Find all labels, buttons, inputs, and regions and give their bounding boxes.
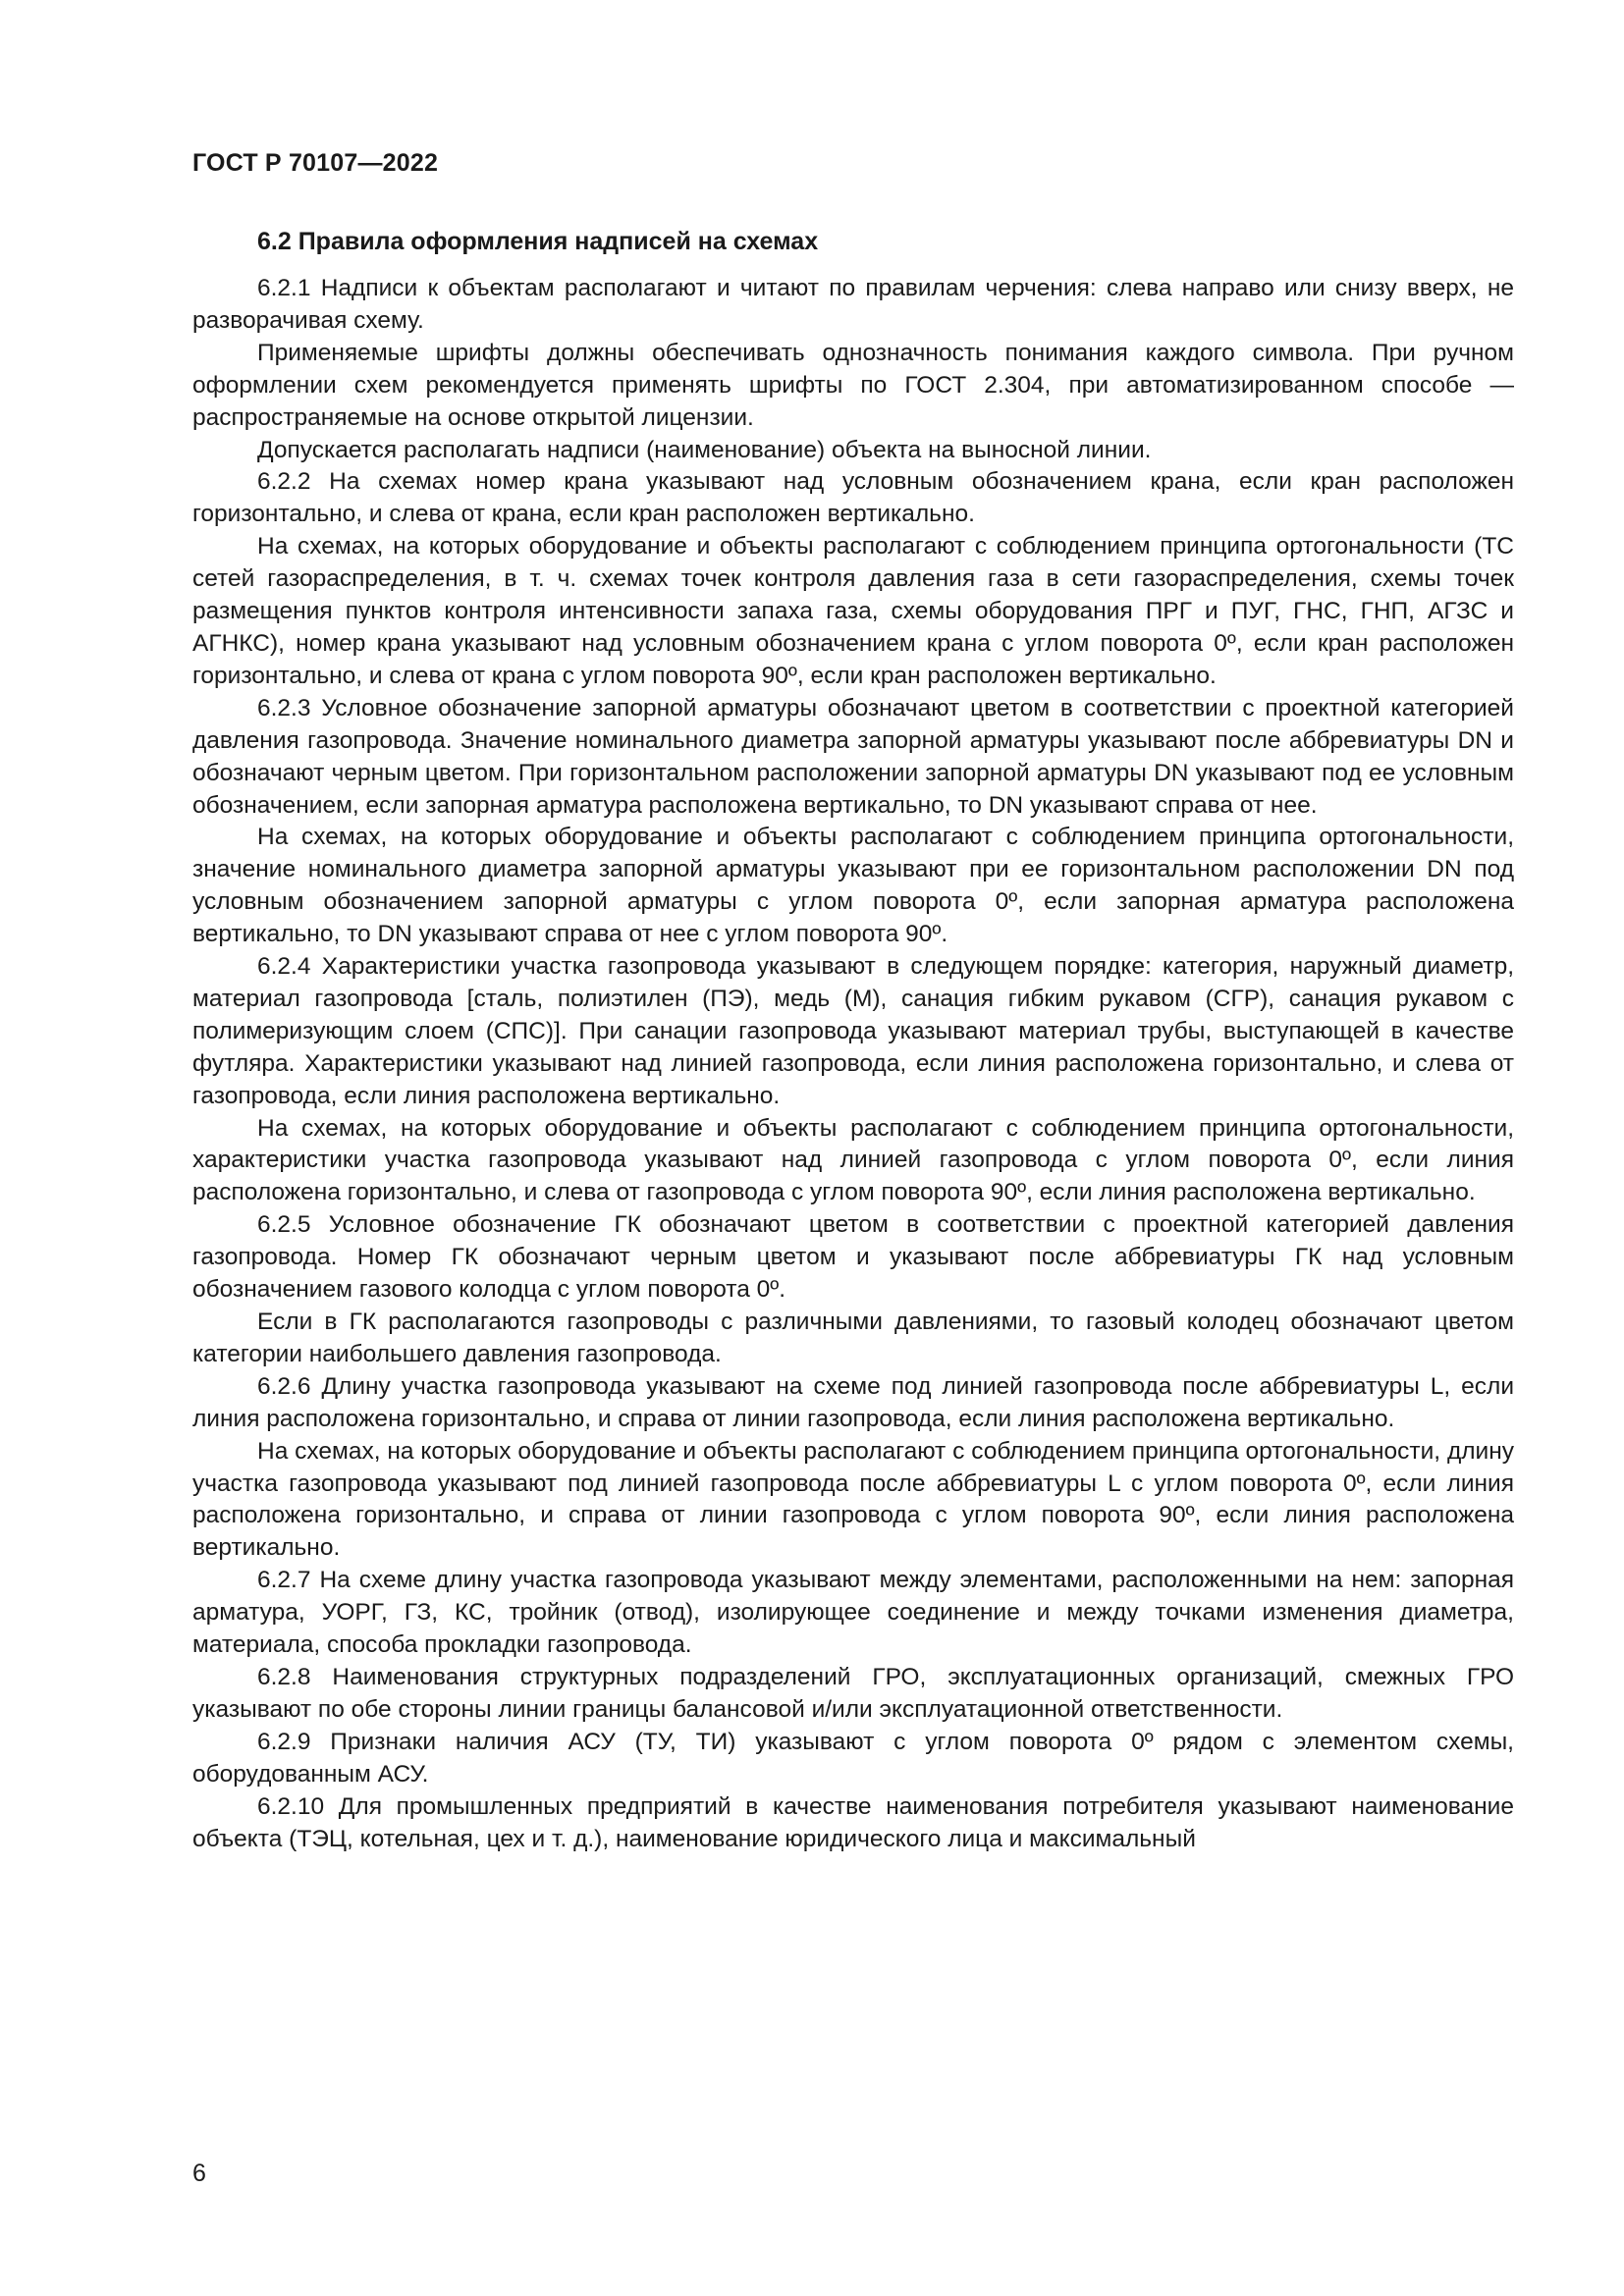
paragraph: 6.2.10 Для промышленных предприятий в качестве наименования потребителя указывают наименование объекта (ТЭЦ, котельная, цех и т. д.), наименование юридического лица и максимальный <box>192 1792 1514 1852</box>
paragraph: 6.2.4 Характеристики участка газопровода указывают в следующем порядке: категория, наружный диаметр, материал газопровода [сталь, полиэтилен (ПЭ), медь (М), санация гибким рукавом (СГР), санация рукавом с полимеризующим слоем (СПС)]. При санации газопровода указывают материал трубы, выступающей в качестве футляра. Характеристики указывают над линией газопровода, если линия расположена горизонтально, и слева от газопровода, если линия расположена вертикально. <box>192 953 1514 1109</box>
paragraph: Допускается располагать надписи (наименование) объекта на выносной линии. <box>257 436 1152 463</box>
body-text <box>192 273 1514 1855</box>
section-title: 6.2 Правила оформления надписей на схемах <box>257 228 819 255</box>
paragraph: На схемах, на которых оборудование и объекты располагают с соблюдением принципа ортогональности, длину участка газопровода указывают под линией газопровода после аббревиатуры L с углом поворота 0º, если линия расположена горизонтально, и справа от линии газопровода с углом поворота 90º, если линия расположена вертикально. <box>192 1437 1514 1562</box>
paragraph: 6.2.6 Длину участка газопровода указывают на схеме под линией газопровода после аббревиатуры L, если линия расположена горизонтально, и справа от линии газопровода, если линия расположена вертикально. <box>192 1372 1514 1432</box>
paragraph: 6.2.9 Признаки наличия АСУ (ТУ, ТИ) указывают с углом поворота 0º рядом с элементом схемы, оборудованным АСУ. <box>192 1728 1514 1788</box>
paragraph: На схемах, на которых оборудование и объекты располагают с соблюдением принципа ортогональности, значение номинального диаметра запорной арматуры указывают при ее горизонтальном расположении DN под условным обозначением запорной арматуры с углом поворота 0º, если запорная арматура расположена вертикально, то DN указывают справа от нее с углом поворота 90º. <box>192 824 1514 948</box>
paragraph: Применяемые шрифты должны обеспечивать однозначность понимания каждого символа. При ручном оформлении схем рекомендуется применять шрифты по ГОСТ 2.304, при автоматизированном способе — распространяемые на основе открытой лицензии. <box>192 339 1514 431</box>
document-header: ГОСТ Р 70107—2022 <box>192 149 439 177</box>
paragraph: На схемах, на которых оборудование и объекты располагают с соблюдением принципа ортогональности, характеристики участка газопровода указывают над линией газопровода с углом поворота 0º, если линия расположена горизонтально, и слева от газопровода с углом поворота 90º, если линия расположена вертикально. <box>192 1114 1514 1206</box>
paragraph: Если в ГК располагаются газопроводы с различными давлениями, то газовый колодец обозначают цветом категории наибольшего давления газопровода. <box>192 1308 1514 1367</box>
paragraph: 6.2.3 Условное обозначение запорной арматуры обозначают цветом в соответствии с проектной категорией давления газопровода. Значение номинального диаметра запорной арматуры указывают после аббревиатуры DN и обозначают черным цветом. При горизонтальном расположении запорной арматуры DN указывают под ее условным обозначением, если запорная арматура расположена вертикально, то DN указывают справа от нее. <box>192 694 1514 819</box>
paragraph: 6.2.2 На схемах номер крана указывают над условным обозначением крана, если кран расположен горизонтально, и слева от крана, если кран расположен вертикально. <box>192 468 1514 528</box>
page-number: 6 <box>192 2160 206 2187</box>
paragraph: 6.2.7 На схеме длину участка газопровода указывают между элементами, расположенными на нем: запорная арматура, УОРГ, ГЗ, КС, тройник (отвод), изолирующее соединение и между точками изменения диаметра, материала, способа прокладки газопровода. <box>192 1567 1514 1659</box>
paragraph: На схемах, на которых оборудование и объекты располагают с соблюдением принципа ортогональности (ТС сетей газораспределения, в т. ч. схемах точек контроля давления газа в сети газораспределения, схемы точек размещения пунктов контроля интенсивности запаха газа, схемы оборудования ПРГ и ПУГ, ГНС, ГНП, АГЗС и АГНКС), номер крана указывают над условным обозначением крана с углом поворота 0º, если кран расположен горизонтально, и слева от крана с углом поворота 90º, если кран расположен вертикально. <box>192 533 1514 689</box>
paragraph: 6.2.5 Условное обозначение ГК обозначают цветом в соответствии с проектной категорией давления газопровода. Номер ГК обозначают черным цветом и указывают после аббревиатуры ГК над условным обозначением газового колодца с углом поворота 0º. <box>192 1211 1514 1304</box>
paragraph: 6.2.8 Наименования структурных подразделений ГРО, эксплуатационных организаций, смежных ГРО указывают по обе стороны линии границы балансовой и/или эксплуатационной ответственности. <box>192 1663 1514 1723</box>
paragraph: 6.2.1 Надписи к объектам располагают и читают по правилам черчения: слева направо или снизу вверх, не разворачивая схему. <box>192 275 1514 334</box>
